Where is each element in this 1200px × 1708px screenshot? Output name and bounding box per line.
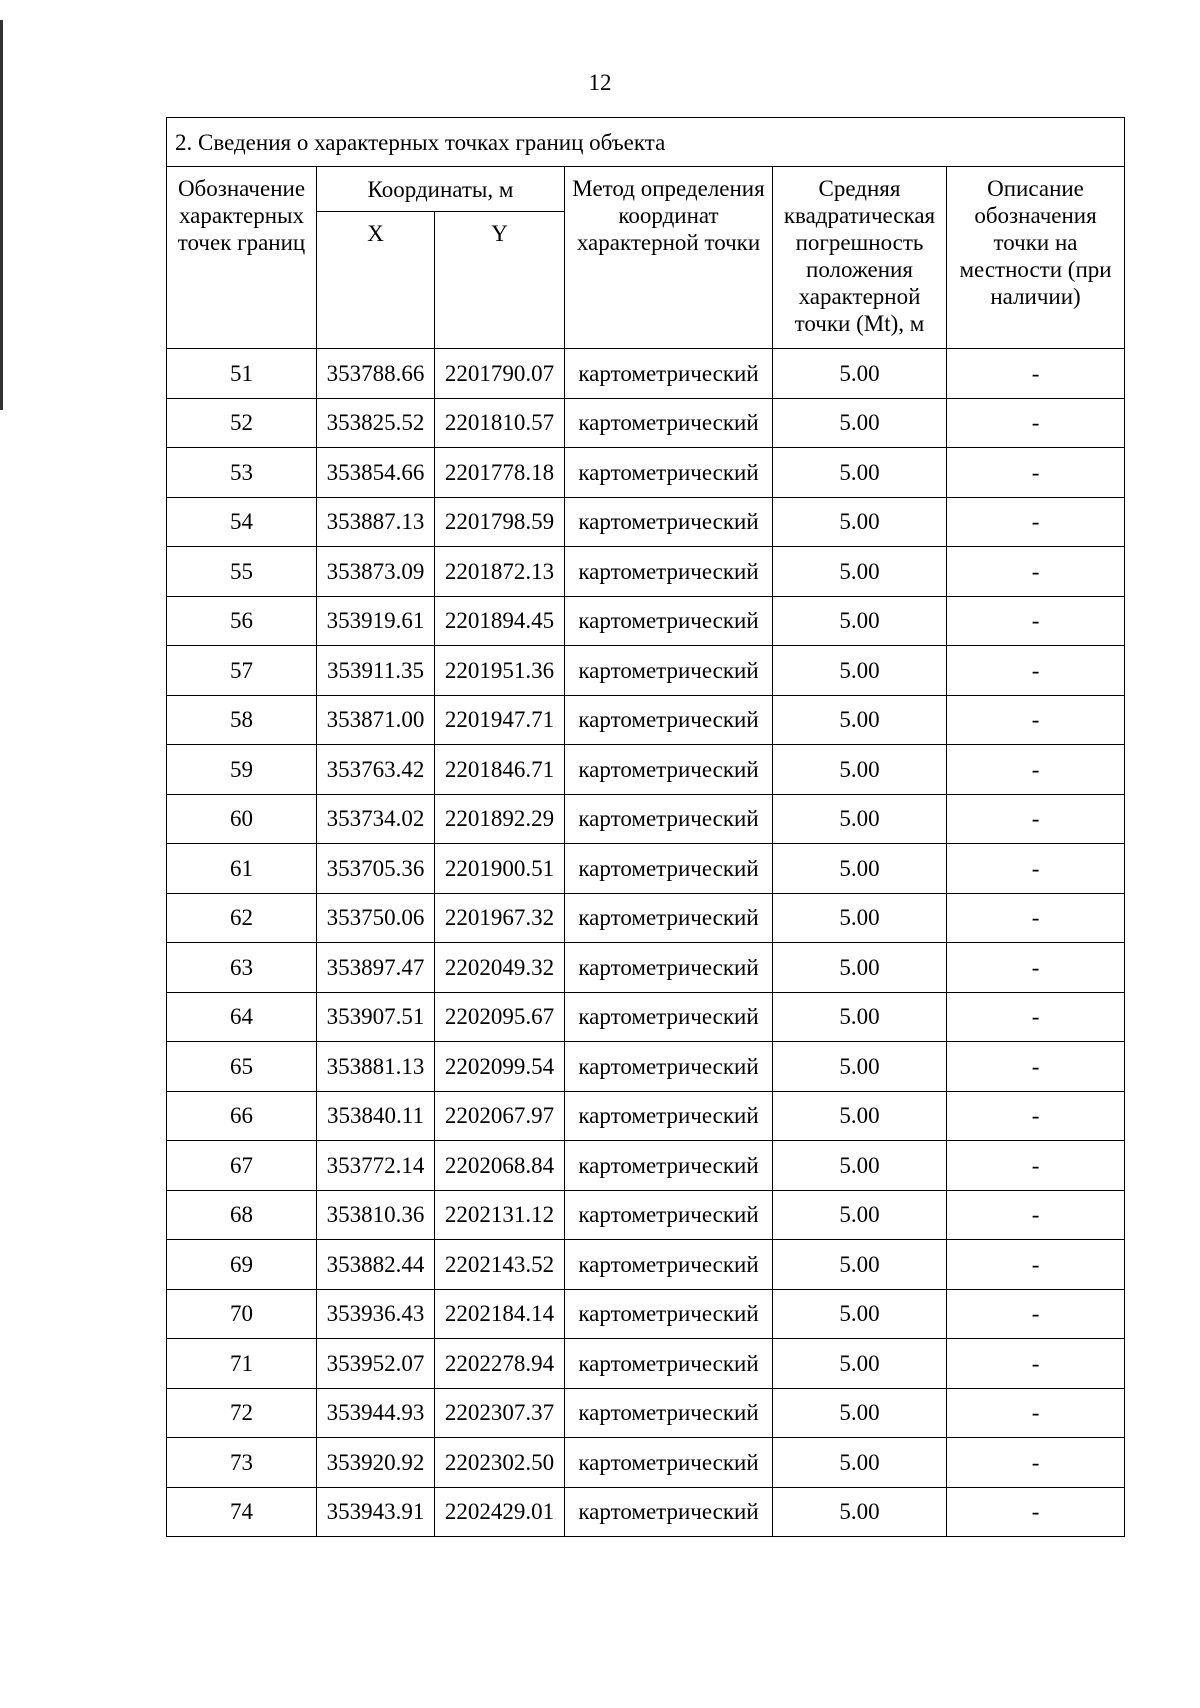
cell-y: 2202278.94 bbox=[435, 1339, 565, 1389]
table-row bbox=[167, 1438, 1125, 1488]
cell-method: картометрический bbox=[565, 1289, 773, 1339]
table-row bbox=[167, 1190, 1125, 1240]
cell-point-number: 61 bbox=[167, 844, 317, 894]
cell-error: 5.00 bbox=[773, 596, 947, 646]
cell-description: - bbox=[947, 349, 1125, 399]
cell-method: картометрический bbox=[565, 695, 773, 745]
cell-description: - bbox=[947, 547, 1125, 597]
table-row bbox=[167, 745, 1125, 795]
cell-error: 5.00 bbox=[773, 794, 947, 844]
cell-method: картометрический bbox=[565, 893, 773, 943]
cell-y: 2201846.71 bbox=[435, 745, 565, 795]
cell-description: - bbox=[947, 1289, 1125, 1339]
table-row bbox=[167, 695, 1125, 745]
cell-x: 353952.07 bbox=[317, 1339, 435, 1389]
table-row bbox=[167, 547, 1125, 597]
cell-method: картометрический bbox=[565, 1487, 773, 1537]
cell-error: 5.00 bbox=[773, 844, 947, 894]
cell-point-number: 56 bbox=[167, 596, 317, 646]
boundary-points-table bbox=[166, 117, 1125, 1537]
cell-y: 2201810.57 bbox=[435, 398, 565, 448]
cell-x: 353871.00 bbox=[317, 695, 435, 745]
table-row bbox=[167, 943, 1125, 993]
cell-error: 5.00 bbox=[773, 1438, 947, 1488]
cell-y: 2202131.12 bbox=[435, 1190, 565, 1240]
cell-point-number: 57 bbox=[167, 646, 317, 696]
cell-description: - bbox=[947, 1438, 1125, 1488]
cell-x: 353911.35 bbox=[317, 646, 435, 696]
cell-description: - bbox=[947, 1190, 1125, 1240]
cell-x: 353854.66 bbox=[317, 448, 435, 498]
cell-point-number: 68 bbox=[167, 1190, 317, 1240]
cell-description: - bbox=[947, 745, 1125, 795]
cell-y: 2201872.13 bbox=[435, 547, 565, 597]
cell-method: картометрический bbox=[565, 1240, 773, 1290]
cell-error: 5.00 bbox=[773, 992, 947, 1042]
cell-description: - bbox=[947, 596, 1125, 646]
cell-y: 2201967.32 bbox=[435, 893, 565, 943]
cell-y: 2202143.52 bbox=[435, 1240, 565, 1290]
cell-method: картометрический bbox=[565, 1091, 773, 1141]
cell-x: 353882.44 bbox=[317, 1240, 435, 1290]
header-x: X bbox=[317, 212, 435, 349]
cell-point-number: 52 bbox=[167, 398, 317, 448]
cell-error: 5.00 bbox=[773, 646, 947, 696]
cell-point-number: 72 bbox=[167, 1388, 317, 1438]
cell-description: - bbox=[947, 398, 1125, 448]
cell-point-number: 69 bbox=[167, 1240, 317, 1290]
cell-method: картометрический bbox=[565, 1339, 773, 1389]
cell-method: картометрический bbox=[565, 992, 773, 1042]
cell-error: 5.00 bbox=[773, 1289, 947, 1339]
cell-point-number: 64 bbox=[167, 992, 317, 1042]
cell-point-number: 62 bbox=[167, 893, 317, 943]
cell-y: 2201798.59 bbox=[435, 497, 565, 547]
cell-description: - bbox=[947, 893, 1125, 943]
cell-description: - bbox=[947, 646, 1125, 696]
cell-method: картометрический bbox=[565, 448, 773, 498]
header-designation: Обозначение характерных точек границ bbox=[167, 167, 317, 349]
header-y: Y bbox=[435, 212, 565, 349]
cell-x: 353897.47 bbox=[317, 943, 435, 993]
cell-error: 5.00 bbox=[773, 745, 947, 795]
cell-point-number: 74 bbox=[167, 1487, 317, 1537]
cell-point-number: 63 bbox=[167, 943, 317, 993]
cell-description: - bbox=[947, 1240, 1125, 1290]
cell-description: - bbox=[947, 1042, 1125, 1092]
header-row-1 bbox=[167, 167, 1125, 212]
cell-method: картометрический bbox=[565, 1190, 773, 1240]
cell-error: 5.00 bbox=[773, 1339, 947, 1389]
cell-x: 353750.06 bbox=[317, 893, 435, 943]
cell-error: 5.00 bbox=[773, 1487, 947, 1537]
cell-x: 353873.09 bbox=[317, 547, 435, 597]
cell-y: 2202302.50 bbox=[435, 1438, 565, 1488]
cell-error: 5.00 bbox=[773, 695, 947, 745]
header-coordinates: Координаты, м bbox=[317, 167, 565, 212]
cell-y: 2202068.84 bbox=[435, 1141, 565, 1191]
cell-method: картометрический bbox=[565, 1438, 773, 1488]
cell-x: 353920.92 bbox=[317, 1438, 435, 1488]
cell-error: 5.00 bbox=[773, 1091, 947, 1141]
cell-point-number: 70 bbox=[167, 1289, 317, 1339]
cell-error: 5.00 bbox=[773, 943, 947, 993]
cell-error: 5.00 bbox=[773, 1042, 947, 1092]
table-row bbox=[167, 893, 1125, 943]
cell-error: 5.00 bbox=[773, 1141, 947, 1191]
header-method: Метод определения координат характерной точки bbox=[565, 167, 773, 349]
cell-description: - bbox=[947, 943, 1125, 993]
cell-y: 2202099.54 bbox=[435, 1042, 565, 1092]
cell-x: 353936.43 bbox=[317, 1289, 435, 1339]
table-row bbox=[167, 497, 1125, 547]
cell-point-number: 65 bbox=[167, 1042, 317, 1092]
cell-point-number: 71 bbox=[167, 1339, 317, 1389]
table-row bbox=[167, 1487, 1125, 1537]
cell-point-number: 55 bbox=[167, 547, 317, 597]
cell-point-number: 54 bbox=[167, 497, 317, 547]
table-row bbox=[167, 349, 1125, 399]
table-row bbox=[167, 1240, 1125, 1290]
header-error: Средняя квадратическая погрешность положения характерной точки (Mt), м bbox=[773, 167, 947, 349]
table-row bbox=[167, 794, 1125, 844]
cell-y: 2201947.71 bbox=[435, 695, 565, 745]
cell-x: 353734.02 bbox=[317, 794, 435, 844]
cell-y: 2201894.45 bbox=[435, 596, 565, 646]
cell-method: картометрический bbox=[565, 349, 773, 399]
cell-y: 2201778.18 bbox=[435, 448, 565, 498]
cell-x: 353944.93 bbox=[317, 1388, 435, 1438]
cell-description: - bbox=[947, 1091, 1125, 1141]
cell-description: - bbox=[947, 448, 1125, 498]
cell-point-number: 59 bbox=[167, 745, 317, 795]
table-row bbox=[167, 1339, 1125, 1389]
cell-x: 353825.52 bbox=[317, 398, 435, 448]
cell-x: 353763.42 bbox=[317, 745, 435, 795]
cell-y: 2202067.97 bbox=[435, 1091, 565, 1141]
table-row bbox=[167, 1388, 1125, 1438]
cell-point-number: 66 bbox=[167, 1091, 317, 1141]
cell-y: 2201892.29 bbox=[435, 794, 565, 844]
cell-description: - bbox=[947, 1388, 1125, 1438]
cell-description: - bbox=[947, 844, 1125, 894]
table-row bbox=[167, 1042, 1125, 1092]
cell-method: картометрический bbox=[565, 794, 773, 844]
header-description: Описание обозначения точки на местности (при наличии) bbox=[947, 167, 1125, 349]
cell-x: 353788.66 bbox=[317, 349, 435, 399]
table-row bbox=[167, 1289, 1125, 1339]
cell-point-number: 60 bbox=[167, 794, 317, 844]
section-title-row bbox=[167, 118, 1125, 167]
cell-x: 353943.91 bbox=[317, 1487, 435, 1537]
cell-description: - bbox=[947, 794, 1125, 844]
cell-x: 353772.14 bbox=[317, 1141, 435, 1191]
cell-description: - bbox=[947, 1339, 1125, 1389]
table-row bbox=[167, 844, 1125, 894]
cell-method: картометрический bbox=[565, 646, 773, 696]
cell-y: 2202307.37 bbox=[435, 1388, 565, 1438]
section-title: 2. Сведения о характерных точках границ объекта bbox=[167, 118, 1125, 167]
cell-x: 353887.13 bbox=[317, 497, 435, 547]
cell-error: 5.00 bbox=[773, 1240, 947, 1290]
cell-y: 2202429.01 bbox=[435, 1487, 565, 1537]
cell-description: - bbox=[947, 992, 1125, 1042]
table-row bbox=[167, 992, 1125, 1042]
cell-x: 353810.36 bbox=[317, 1190, 435, 1240]
cell-error: 5.00 bbox=[773, 547, 947, 597]
cell-description: - bbox=[947, 497, 1125, 547]
cell-y: 2202095.67 bbox=[435, 992, 565, 1042]
cell-y: 2201900.51 bbox=[435, 844, 565, 894]
page-number: 12 bbox=[588, 70, 612, 95]
cell-method: картометрический bbox=[565, 943, 773, 993]
cell-x: 353919.61 bbox=[317, 596, 435, 646]
cell-method: картометрический bbox=[565, 1042, 773, 1092]
table-row bbox=[167, 1141, 1125, 1191]
cell-description: - bbox=[947, 695, 1125, 745]
table-row bbox=[167, 596, 1125, 646]
cell-error: 5.00 bbox=[773, 398, 947, 448]
cell-method: картометрический bbox=[565, 1388, 773, 1438]
cell-y: 2202049.32 bbox=[435, 943, 565, 993]
cell-method: картометрический bbox=[565, 497, 773, 547]
cell-y: 2202184.14 bbox=[435, 1289, 565, 1339]
cell-point-number: 58 bbox=[167, 695, 317, 745]
table-row bbox=[167, 1091, 1125, 1141]
cell-description: - bbox=[947, 1141, 1125, 1191]
cell-method: картометрический bbox=[565, 596, 773, 646]
cell-method: картометрический bbox=[565, 1141, 773, 1191]
cell-point-number: 67 bbox=[167, 1141, 317, 1191]
cell-method: картометрический bbox=[565, 547, 773, 597]
cell-point-number: 51 bbox=[167, 349, 317, 399]
cell-y: 2201790.07 bbox=[435, 349, 565, 399]
cell-error: 5.00 bbox=[773, 448, 947, 498]
cell-method: картометрический bbox=[565, 844, 773, 894]
cell-x: 353881.13 bbox=[317, 1042, 435, 1092]
cell-x: 353907.51 bbox=[317, 992, 435, 1042]
cell-error: 5.00 bbox=[773, 349, 947, 399]
table-row bbox=[167, 448, 1125, 498]
cell-method: картометрический bbox=[565, 745, 773, 795]
cell-point-number: 53 bbox=[167, 448, 317, 498]
cell-error: 5.00 bbox=[773, 1190, 947, 1240]
cell-error: 5.00 bbox=[773, 893, 947, 943]
cell-x: 353705.36 bbox=[317, 844, 435, 894]
cell-x: 353840.11 bbox=[317, 1091, 435, 1141]
cell-error: 5.00 bbox=[773, 1388, 947, 1438]
cell-error: 5.00 bbox=[773, 497, 947, 547]
cell-description: - bbox=[947, 1487, 1125, 1537]
cell-y: 2201951.36 bbox=[435, 646, 565, 696]
cell-point-number: 73 bbox=[167, 1438, 317, 1488]
table-row bbox=[167, 646, 1125, 696]
cell-method: картометрический bbox=[565, 398, 773, 448]
table-row bbox=[167, 398, 1125, 448]
